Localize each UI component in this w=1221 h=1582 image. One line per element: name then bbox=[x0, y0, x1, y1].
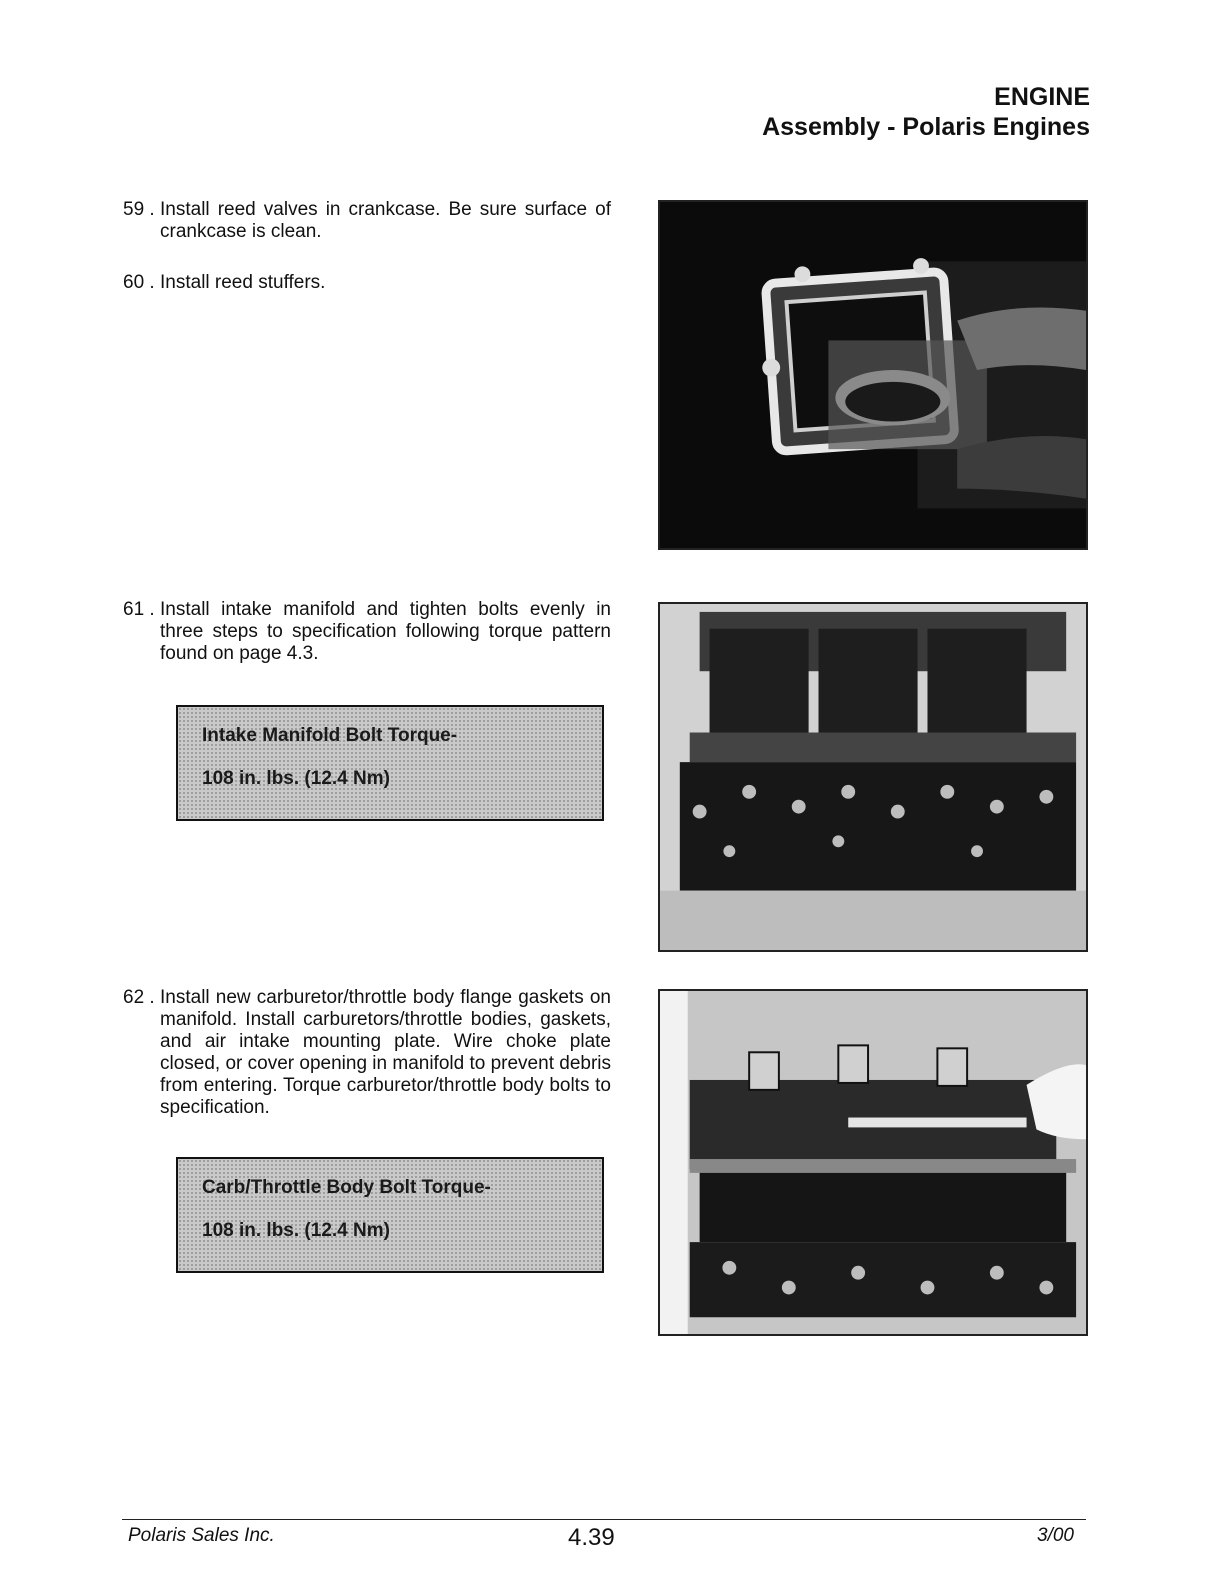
carburetor-photo bbox=[658, 989, 1088, 1336]
step-number: 62 . bbox=[123, 987, 155, 1008]
step-number: 60 . bbox=[123, 272, 155, 293]
step-text: Install reed valves in crankcase. Be sure surface of crankcase is clean. bbox=[160, 199, 611, 242]
step-59 bbox=[123, 199, 611, 243]
reed-valve-photo bbox=[658, 200, 1088, 550]
spec-label: Intake Manifold Bolt Torque- bbox=[202, 725, 458, 746]
step-number: 61 . bbox=[123, 599, 155, 620]
section-title: ENGINE bbox=[994, 83, 1090, 111]
step-61 bbox=[123, 599, 611, 665]
step-number: 59 . bbox=[123, 199, 155, 220]
step-text: Install new carburetor/throttle body flange gaskets on manifold. Install carburetors/throttle bodies, gaskets, and air intake mounting plate. Wire choke plate closed, or cover opening in manifold to prevent debris from entering. Torque carburetor/throttle body bolts to specification. bbox=[160, 987, 611, 1118]
step-62 bbox=[123, 987, 611, 1119]
spec-label: Carb/Throttle Body Bolt Torque- bbox=[202, 1177, 491, 1198]
intake-manifold-torque-spec bbox=[176, 705, 604, 821]
subsection-title: Assembly - Polaris Engines bbox=[762, 113, 1090, 141]
intake-manifold-photo bbox=[658, 602, 1088, 952]
step-60 bbox=[123, 272, 611, 294]
footer-company: Polaris Sales Inc. bbox=[128, 1525, 275, 1546]
page-number: 4.39 bbox=[568, 1524, 615, 1551]
carb-throttle-body-torque-spec bbox=[176, 1157, 604, 1273]
footer-rule bbox=[122, 1519, 1086, 1520]
step-text: Install intake manifold and tighten bolts evenly in three steps to specification following torque pattern found on page 4.3. bbox=[160, 599, 611, 664]
spec-value: 108 in. lbs. (12.4 Nm) bbox=[202, 768, 390, 789]
step-text: Install reed stuffers. bbox=[160, 272, 326, 293]
footer-date: 3/00 bbox=[1037, 1525, 1074, 1546]
spec-value: 108 in. lbs. (12.4 Nm) bbox=[202, 1220, 390, 1241]
